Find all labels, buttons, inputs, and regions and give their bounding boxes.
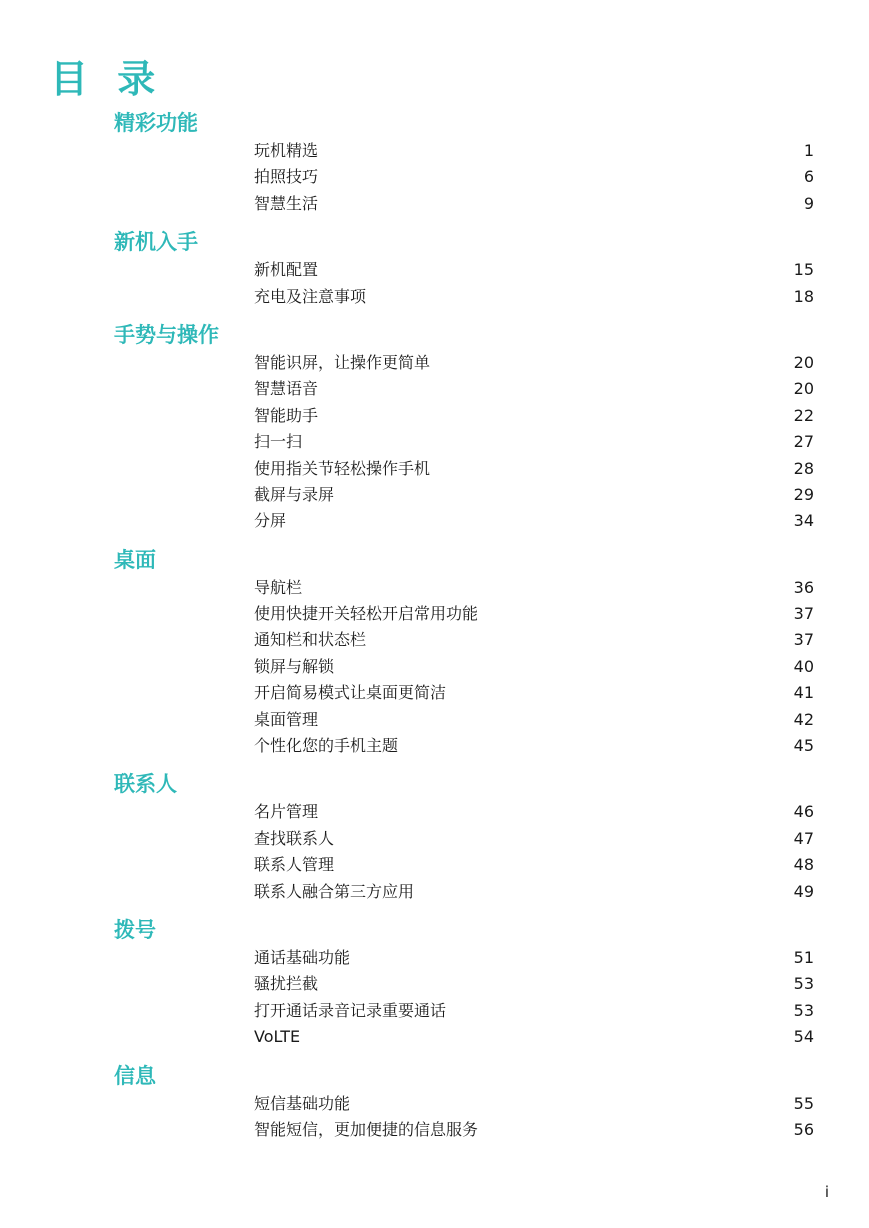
entry-page-number[interactable]: 29: [793, 484, 814, 504]
toc-entry[interactable]: [0, 971, 869, 997]
toc-entry[interactable]: [0, 138, 869, 164]
entry-page-number[interactable]: 45: [793, 736, 814, 756]
entry-title[interactable]: VoLTE: [254, 1027, 301, 1047]
toc-entry[interactable]: [0, 627, 869, 653]
toc-section: [0, 227, 869, 310]
entry-title[interactable]: 新机配置: [254, 260, 319, 280]
entry-title[interactable]: 智慧语音: [254, 379, 319, 399]
entry-title[interactable]: 智慧生活: [254, 193, 319, 213]
entry-title[interactable]: 玩机精选: [254, 141, 319, 160]
toc-section: [0, 108, 869, 217]
toc-section: [0, 915, 869, 1051]
entry-title[interactable]: 使用快捷开关轻松开启常用功能: [254, 604, 479, 624]
entry-title[interactable]: 短信基础功能: [254, 1093, 351, 1113]
entry-page-number[interactable]: 6: [803, 167, 814, 187]
entry-title[interactable]: 名片管理: [254, 802, 319, 822]
entry-page-number[interactable]: 55: [793, 1093, 814, 1113]
entry-title[interactable]: 联系人融合第三方应用: [254, 881, 415, 901]
toc-entry[interactable]: [0, 707, 869, 733]
entry-page-number[interactable]: 37: [793, 604, 814, 624]
toc-entry[interactable]: [0, 1024, 869, 1050]
entry-page-number[interactable]: 34: [793, 511, 814, 531]
entry-page-number[interactable]: 15: [793, 260, 814, 280]
toc-entry[interactable]: [0, 284, 869, 310]
entry-page-number[interactable]: 56: [793, 1119, 814, 1139]
entry-page-number[interactable]: 28: [793, 458, 814, 478]
entry-title[interactable]: 充电及注意事项: [254, 286, 367, 306]
entry-page-number[interactable]: 49: [793, 881, 814, 901]
toc-entry[interactable]: [0, 799, 869, 825]
entry-page-number[interactable]: 42: [793, 709, 814, 729]
entry-page-number[interactable]: 27: [793, 432, 814, 452]
entry-page-number[interactable]: 18: [793, 286, 814, 306]
toc-entry[interactable]: [0, 164, 869, 190]
toc-section: [0, 769, 869, 905]
entry-title[interactable]: 拍照技巧: [254, 167, 319, 187]
toc-entry[interactable]: [0, 482, 869, 508]
toc-entry[interactable]: [0, 733, 869, 759]
toc-section: [0, 320, 869, 535]
entry-page-number[interactable]: 51: [793, 947, 814, 967]
entry-page-number[interactable]: 1: [803, 141, 814, 160]
section-heading[interactable]: 精彩功能: [114, 111, 198, 135]
toc-entry[interactable]: [0, 508, 869, 534]
entry-title[interactable]: 开启简易模式让桌面更简洁: [254, 683, 447, 703]
entry-page-number[interactable]: 46: [793, 802, 814, 822]
entry-title[interactable]: 扫一扫: [254, 432, 303, 452]
entry-page-number[interactable]: 36: [793, 577, 814, 597]
toc-entry[interactable]: [0, 601, 869, 627]
entry-page-number[interactable]: 20: [793, 352, 814, 372]
entry-title[interactable]: 联系人管理: [254, 855, 335, 875]
entry-title[interactable]: 通知栏和状态栏: [254, 630, 367, 650]
entry-page-number[interactable]: 40: [793, 656, 814, 676]
entry-title[interactable]: 查找联系人: [254, 828, 335, 848]
toc-entry[interactable]: [0, 350, 869, 376]
section-heading[interactable]: 拨号: [114, 917, 156, 942]
toc-entry[interactable]: [0, 1117, 869, 1143]
entry-title[interactable]: 桌面管理: [254, 709, 319, 729]
entry-page-number[interactable]: 53: [793, 974, 814, 994]
toc-entry[interactable]: [0, 654, 869, 680]
entry-page-number[interactable]: 53: [793, 1000, 814, 1020]
entry-title[interactable]: 使用指关节轻松操作手机: [254, 458, 431, 478]
entry-title[interactable]: 截屏与录屏: [254, 484, 335, 504]
toc-entry[interactable]: [0, 998, 869, 1024]
entry-page-number[interactable]: 41: [793, 683, 814, 703]
toc-entry[interactable]: [0, 456, 869, 482]
section-heading[interactable]: 联系人: [114, 772, 177, 797]
entry-title[interactable]: 智能识屏，让操作更简单: [254, 352, 431, 372]
section-heading[interactable]: 信息: [114, 1063, 156, 1088]
toc-entry[interactable]: [0, 191, 869, 217]
toc-entry[interactable]: [0, 257, 869, 283]
entry-title[interactable]: 通话基础功能: [254, 947, 351, 967]
toc-entry[interactable]: [0, 879, 869, 905]
entry-title[interactable]: 骚扰拦截: [254, 974, 319, 994]
entry-title[interactable]: 导航栏: [254, 577, 303, 597]
entry-title[interactable]: 智能短信，更加便捷的信息服务: [254, 1119, 479, 1139]
toc-entry[interactable]: [0, 376, 869, 402]
toc-entry[interactable]: [0, 429, 869, 455]
section-heading[interactable]: 新机入手: [114, 230, 198, 255]
entry-page-number[interactable]: 48: [793, 855, 814, 875]
toc-entry[interactable]: [0, 852, 869, 878]
page-title: 目 录: [50, 57, 164, 101]
entry-page-number[interactable]: 54: [793, 1027, 814, 1047]
entry-title[interactable]: 锁屏与解锁: [254, 656, 335, 676]
entry-page-number[interactable]: 37: [793, 630, 814, 650]
toc-entry[interactable]: [0, 945, 869, 971]
entry-page-number[interactable]: 20: [793, 379, 814, 399]
entry-page-number[interactable]: 22: [793, 405, 814, 425]
table-of-contents: [0, 108, 869, 1143]
toc-entry[interactable]: [0, 680, 869, 706]
entry-page-number[interactable]: 9: [803, 193, 814, 213]
entry-title[interactable]: 分屏: [254, 511, 287, 531]
toc-entry[interactable]: [0, 826, 869, 852]
toc-section: [0, 1061, 869, 1144]
entry-title[interactable]: 打开通话录音记录重要通话: [254, 1000, 447, 1020]
page-number: i: [824, 1183, 829, 1201]
toc-entry[interactable]: [0, 1091, 869, 1117]
section-heading[interactable]: 桌面: [114, 547, 156, 572]
toc-entry[interactable]: [0, 575, 869, 601]
entry-title[interactable]: 智能助手: [254, 405, 319, 425]
entry-title[interactable]: 个性化您的手机主题: [254, 736, 399, 756]
toc-entry[interactable]: [0, 403, 869, 429]
section-heading[interactable]: 手势与操作: [114, 322, 219, 347]
toc-section: [0, 545, 869, 760]
entry-page-number[interactable]: 47: [793, 828, 814, 848]
